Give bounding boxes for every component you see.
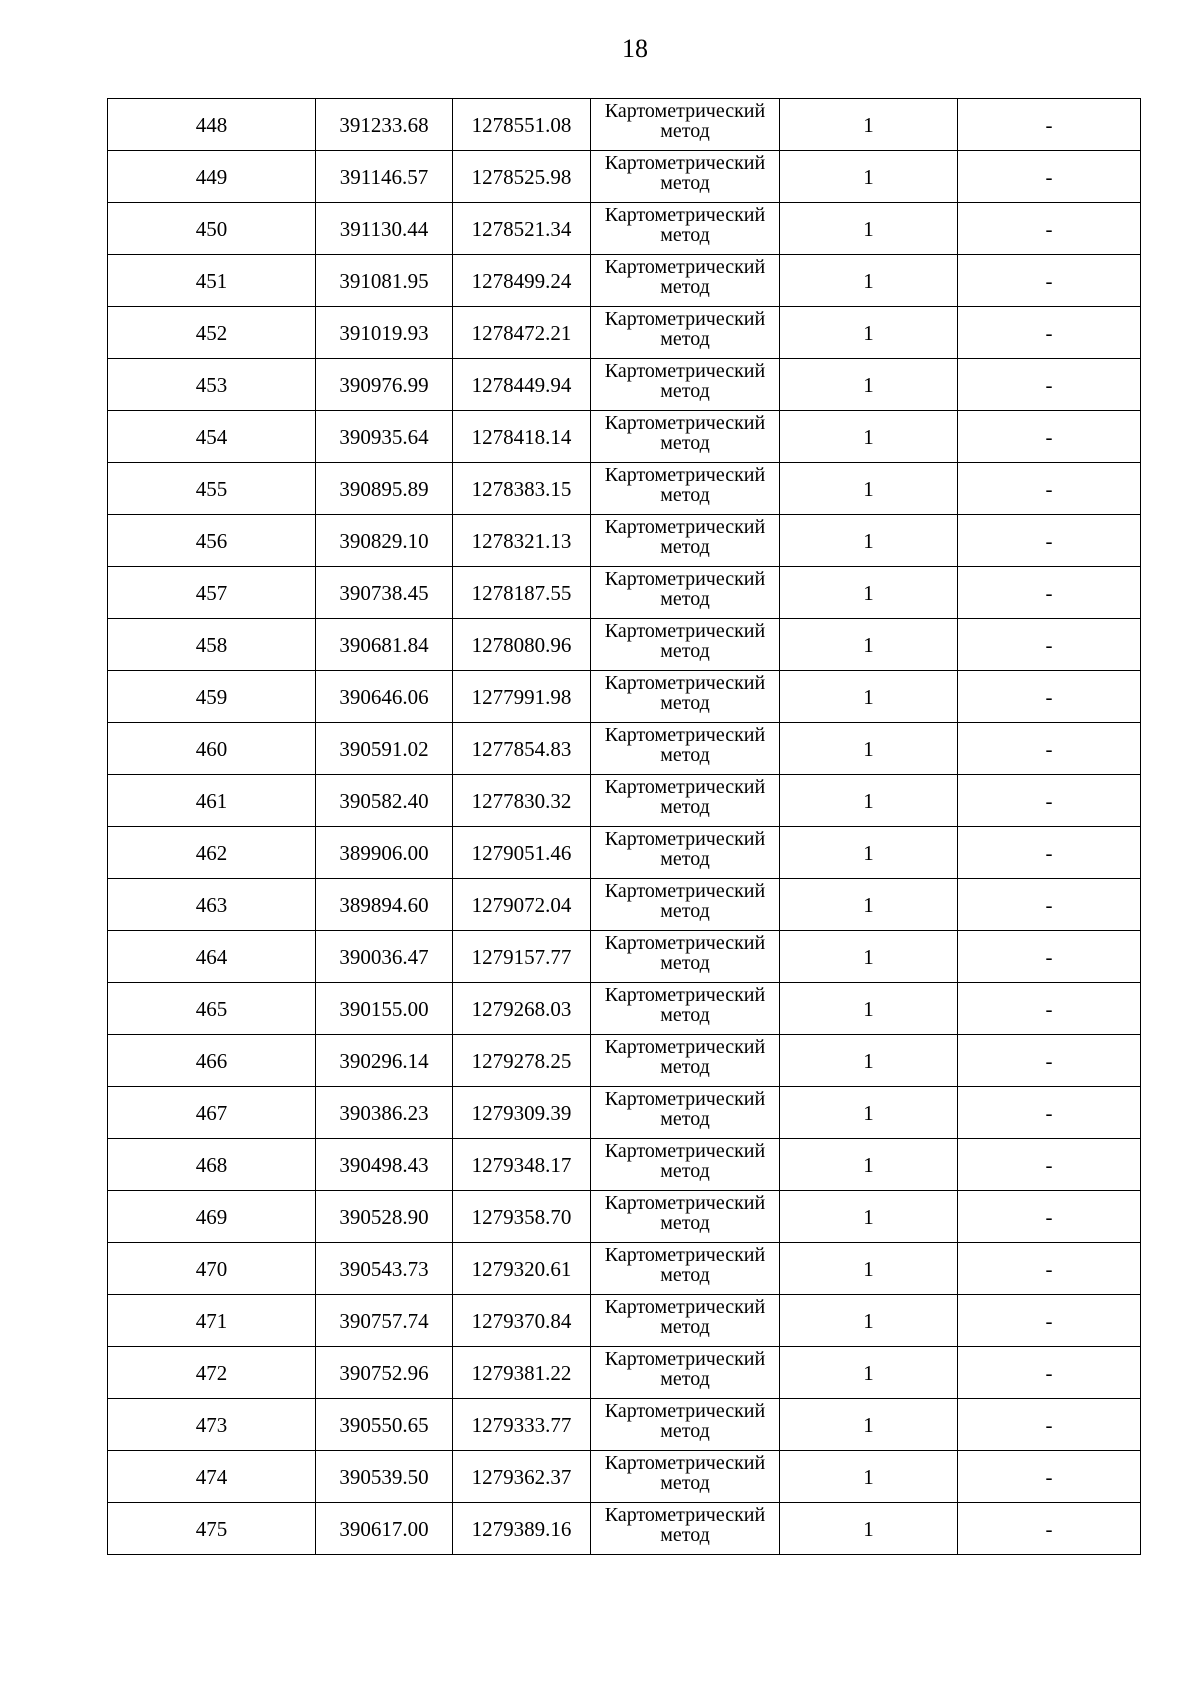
- point-number-cell: 451: [108, 255, 316, 307]
- x-coordinate-cell: 390036.47: [316, 931, 453, 983]
- table-row: [108, 1035, 1141, 1087]
- method-cell: [591, 151, 780, 203]
- y-coordinate-cell: 1278551.08: [453, 99, 591, 151]
- point-number-cell: 469: [108, 1191, 316, 1243]
- note-cell: -: [958, 151, 1141, 203]
- point-number-cell: 452: [108, 307, 316, 359]
- x-coordinate-cell: 389894.60: [316, 879, 453, 931]
- accuracy-cell: 1: [780, 879, 958, 931]
- accuracy-cell: 1: [780, 931, 958, 983]
- y-coordinate-cell: 1279320.61: [453, 1243, 591, 1295]
- method-text-line2: метод: [660, 536, 710, 558]
- x-coordinate-cell: 390543.73: [316, 1243, 453, 1295]
- method-cell: [591, 307, 780, 359]
- note-cell: -: [958, 99, 1141, 151]
- table-row: [108, 515, 1141, 567]
- method-cell: [591, 983, 780, 1035]
- coordinates-table: [107, 98, 1141, 1555]
- x-coordinate-cell: 390386.23: [316, 1087, 453, 1139]
- y-coordinate-cell: 1277991.98: [453, 671, 591, 723]
- note-cell: -: [958, 1035, 1141, 1087]
- y-coordinate-cell: 1277830.32: [453, 775, 591, 827]
- accuracy-cell: 1: [780, 1087, 958, 1139]
- method-text-line1: Картометрический: [604, 516, 766, 538]
- x-coordinate-cell: 390550.65: [316, 1399, 453, 1451]
- x-coordinate-cell: 390895.89: [316, 463, 453, 515]
- method-text-line2: метод: [660, 484, 710, 506]
- method-text-line2: метод: [660, 1108, 710, 1130]
- point-number-cell: 455: [108, 463, 316, 515]
- method-cell: [591, 567, 780, 619]
- note-cell: -: [958, 255, 1141, 307]
- method-text-line2: метод: [660, 380, 710, 402]
- note-cell: -: [958, 983, 1141, 1035]
- point-number-cell: 460: [108, 723, 316, 775]
- accuracy-cell: 1: [780, 255, 958, 307]
- x-coordinate-cell: 389906.00: [316, 827, 453, 879]
- point-number-cell: 448: [108, 99, 316, 151]
- y-coordinate-cell: 1279051.46: [453, 827, 591, 879]
- x-coordinate-cell: 391233.68: [316, 99, 453, 151]
- y-coordinate-cell: 1278187.55: [453, 567, 591, 619]
- note-cell: -: [958, 411, 1141, 463]
- method-cell: [591, 1191, 780, 1243]
- y-coordinate-cell: 1279309.39: [453, 1087, 591, 1139]
- y-coordinate-cell: 1278080.96: [453, 619, 591, 671]
- x-coordinate-cell: 391081.95: [316, 255, 453, 307]
- y-coordinate-cell: 1278383.15: [453, 463, 591, 515]
- method-text-line2: метод: [660, 1056, 710, 1078]
- note-cell: -: [958, 1139, 1141, 1191]
- y-coordinate-cell: 1278525.98: [453, 151, 591, 203]
- accuracy-cell: 1: [780, 775, 958, 827]
- method-text-line1: Картометрический: [604, 1504, 766, 1526]
- table-row: [108, 1139, 1141, 1191]
- point-number-cell: 465: [108, 983, 316, 1035]
- accuracy-cell: 1: [780, 151, 958, 203]
- method-text-line2: метод: [660, 276, 710, 298]
- table-row: [108, 463, 1141, 515]
- method-text-line2: метод: [660, 848, 710, 870]
- point-number-cell: 456: [108, 515, 316, 567]
- x-coordinate-cell: 390738.45: [316, 567, 453, 619]
- method-text-line1: Картометрический: [604, 464, 766, 486]
- note-cell: -: [958, 1087, 1141, 1139]
- x-coordinate-cell: 391130.44: [316, 203, 453, 255]
- note-cell: -: [958, 1191, 1141, 1243]
- method-cell: [591, 619, 780, 671]
- table-row: [108, 151, 1141, 203]
- y-coordinate-cell: 1279333.77: [453, 1399, 591, 1451]
- x-coordinate-cell: 390155.00: [316, 983, 453, 1035]
- note-cell: -: [958, 463, 1141, 515]
- method-cell: [591, 463, 780, 515]
- method-text-line1: Картометрический: [604, 1244, 766, 1266]
- method-text-line1: Картометрический: [604, 880, 766, 902]
- table-row: [108, 411, 1141, 463]
- method-text-line1: Картометрический: [604, 360, 766, 382]
- y-coordinate-cell: 1279358.70: [453, 1191, 591, 1243]
- y-coordinate-cell: 1279381.22: [453, 1347, 591, 1399]
- method-cell: [591, 1399, 780, 1451]
- note-cell: -: [958, 1347, 1141, 1399]
- method-text-line1: Картометрический: [604, 724, 766, 746]
- point-number-cell: 470: [108, 1243, 316, 1295]
- method-text-line2: метод: [660, 1368, 710, 1390]
- method-text-line2: метод: [660, 900, 710, 922]
- x-coordinate-cell: 390757.74: [316, 1295, 453, 1347]
- y-coordinate-cell: 1279278.25: [453, 1035, 591, 1087]
- x-coordinate-cell: 391019.93: [316, 307, 453, 359]
- x-coordinate-cell: 391146.57: [316, 151, 453, 203]
- method-text-line2: метод: [660, 224, 710, 246]
- method-text-line1: Картометрический: [604, 1400, 766, 1422]
- point-number-cell: 464: [108, 931, 316, 983]
- method-text-line2: метод: [660, 120, 710, 142]
- method-text-line2: метод: [660, 588, 710, 610]
- y-coordinate-cell: 1277854.83: [453, 723, 591, 775]
- accuracy-cell: 1: [780, 1243, 958, 1295]
- method-cell: [591, 1295, 780, 1347]
- note-cell: -: [958, 723, 1141, 775]
- x-coordinate-cell: 390591.02: [316, 723, 453, 775]
- method-cell: [591, 671, 780, 723]
- note-cell: -: [958, 515, 1141, 567]
- point-number-cell: 459: [108, 671, 316, 723]
- method-text-line2: метод: [660, 432, 710, 454]
- accuracy-cell: 1: [780, 99, 958, 151]
- accuracy-cell: 1: [780, 515, 958, 567]
- x-coordinate-cell: 390528.90: [316, 1191, 453, 1243]
- method-cell: [591, 1503, 780, 1555]
- x-coordinate-cell: 390582.40: [316, 775, 453, 827]
- method-text-line1: Картометрический: [604, 1348, 766, 1370]
- accuracy-cell: 1: [780, 723, 958, 775]
- y-coordinate-cell: 1278499.24: [453, 255, 591, 307]
- y-coordinate-cell: 1278418.14: [453, 411, 591, 463]
- point-number-cell: 457: [108, 567, 316, 619]
- y-coordinate-cell: 1279362.37: [453, 1451, 591, 1503]
- accuracy-cell: 1: [780, 1295, 958, 1347]
- page-number: 18: [622, 34, 648, 63]
- note-cell: -: [958, 1451, 1141, 1503]
- method-text-line2: метод: [660, 1524, 710, 1546]
- method-cell: [591, 1347, 780, 1399]
- table-row: [108, 1399, 1141, 1451]
- method-text-line2: метод: [660, 1004, 710, 1026]
- table-row: [108, 983, 1141, 1035]
- accuracy-cell: 1: [780, 1347, 958, 1399]
- x-coordinate-cell: 390829.10: [316, 515, 453, 567]
- y-coordinate-cell: 1278521.34: [453, 203, 591, 255]
- table-row: [108, 255, 1141, 307]
- point-number-cell: 449: [108, 151, 316, 203]
- method-cell: [591, 515, 780, 567]
- note-cell: -: [958, 671, 1141, 723]
- point-number-cell: 453: [108, 359, 316, 411]
- point-number-cell: 472: [108, 1347, 316, 1399]
- method-text-line1: Картометрический: [604, 828, 766, 850]
- method-text-line1: Картометрический: [604, 412, 766, 434]
- method-text-line2: метод: [660, 692, 710, 714]
- method-cell: [591, 203, 780, 255]
- method-cell: [591, 411, 780, 463]
- y-coordinate-cell: 1278449.94: [453, 359, 591, 411]
- table-row: [108, 307, 1141, 359]
- method-cell: [591, 931, 780, 983]
- note-cell: -: [958, 931, 1141, 983]
- method-text-line1: Картометрический: [604, 308, 766, 330]
- x-coordinate-cell: 390681.84: [316, 619, 453, 671]
- point-number-cell: 468: [108, 1139, 316, 1191]
- method-text-line1: Картометрический: [604, 776, 766, 798]
- method-text-line2: метод: [660, 1472, 710, 1494]
- method-cell: [591, 1451, 780, 1503]
- method-cell: [591, 99, 780, 151]
- method-text-line1: Картометрический: [604, 1036, 766, 1058]
- method-text-line1: Картометрический: [604, 1192, 766, 1214]
- note-cell: -: [958, 827, 1141, 879]
- point-number-cell: 475: [108, 1503, 316, 1555]
- table-row: [108, 775, 1141, 827]
- table-row: [108, 1451, 1141, 1503]
- method-cell: [591, 1035, 780, 1087]
- table-row: [108, 879, 1141, 931]
- note-cell: -: [958, 1295, 1141, 1347]
- table-row: [108, 931, 1141, 983]
- note-cell: -: [958, 1243, 1141, 1295]
- method-text-line2: метод: [660, 744, 710, 766]
- method-text-line1: Картометрический: [604, 568, 766, 590]
- table-row: [108, 827, 1141, 879]
- method-text-line1: Картометрический: [604, 932, 766, 954]
- accuracy-cell: 1: [780, 307, 958, 359]
- y-coordinate-cell: 1278472.21: [453, 307, 591, 359]
- note-cell: -: [958, 879, 1141, 931]
- table-row: [108, 723, 1141, 775]
- method-text-line2: метод: [660, 1160, 710, 1182]
- method-text-line2: метод: [660, 640, 710, 662]
- accuracy-cell: 1: [780, 203, 958, 255]
- method-text-line1: Картометрический: [604, 204, 766, 226]
- method-text-line2: метод: [660, 1420, 710, 1442]
- method-text-line2: метод: [660, 328, 710, 350]
- accuracy-cell: 1: [780, 983, 958, 1035]
- method-text-line1: Картометрический: [604, 152, 766, 174]
- note-cell: -: [958, 307, 1141, 359]
- accuracy-cell: 1: [780, 827, 958, 879]
- point-number-cell: 450: [108, 203, 316, 255]
- method-cell: [591, 723, 780, 775]
- method-cell: [591, 1087, 780, 1139]
- accuracy-cell: 1: [780, 1503, 958, 1555]
- note-cell: -: [958, 359, 1141, 411]
- x-coordinate-cell: 390296.14: [316, 1035, 453, 1087]
- point-number-cell: 467: [108, 1087, 316, 1139]
- table-body: [108, 99, 1141, 1555]
- note-cell: -: [958, 1503, 1141, 1555]
- table-row: [108, 1347, 1141, 1399]
- method-text-line1: Картометрический: [604, 1140, 766, 1162]
- method-text-line2: метод: [660, 952, 710, 974]
- point-number-cell: 474: [108, 1451, 316, 1503]
- x-coordinate-cell: 390646.06: [316, 671, 453, 723]
- y-coordinate-cell: 1279389.16: [453, 1503, 591, 1555]
- point-number-cell: 458: [108, 619, 316, 671]
- x-coordinate-cell: 390752.96: [316, 1347, 453, 1399]
- accuracy-cell: 1: [780, 1191, 958, 1243]
- method-cell: [591, 827, 780, 879]
- method-cell: [591, 359, 780, 411]
- accuracy-cell: 1: [780, 567, 958, 619]
- y-coordinate-cell: 1279348.17: [453, 1139, 591, 1191]
- x-coordinate-cell: 390498.43: [316, 1139, 453, 1191]
- point-number-cell: 466: [108, 1035, 316, 1087]
- table-row: [108, 567, 1141, 619]
- accuracy-cell: 1: [780, 463, 958, 515]
- accuracy-cell: 1: [780, 411, 958, 463]
- y-coordinate-cell: 1279370.84: [453, 1295, 591, 1347]
- x-coordinate-cell: 390935.64: [316, 411, 453, 463]
- point-number-cell: 473: [108, 1399, 316, 1451]
- note-cell: -: [958, 775, 1141, 827]
- note-cell: -: [958, 567, 1141, 619]
- point-number-cell: 454: [108, 411, 316, 463]
- point-number-cell: 463: [108, 879, 316, 931]
- table-row: [108, 619, 1141, 671]
- y-coordinate-cell: 1279157.77: [453, 931, 591, 983]
- accuracy-cell: 1: [780, 1451, 958, 1503]
- table-row: [108, 359, 1141, 411]
- accuracy-cell: 1: [780, 1139, 958, 1191]
- method-cell: [591, 1243, 780, 1295]
- table-row: [108, 1087, 1141, 1139]
- method-cell: [591, 1139, 780, 1191]
- method-text-line1: Картометрический: [604, 1452, 766, 1474]
- table-row: [108, 1503, 1141, 1555]
- x-coordinate-cell: 390617.00: [316, 1503, 453, 1555]
- point-number-cell: 471: [108, 1295, 316, 1347]
- method-text-line1: Картометрический: [604, 620, 766, 642]
- point-number-cell: 461: [108, 775, 316, 827]
- table-row: [108, 99, 1141, 151]
- y-coordinate-cell: 1278321.13: [453, 515, 591, 567]
- y-coordinate-cell: 1279268.03: [453, 983, 591, 1035]
- accuracy-cell: 1: [780, 671, 958, 723]
- x-coordinate-cell: 390976.99: [316, 359, 453, 411]
- note-cell: -: [958, 203, 1141, 255]
- table-row: [108, 1243, 1141, 1295]
- table-row: [108, 203, 1141, 255]
- table-row: [108, 1295, 1141, 1347]
- table-row: [108, 1191, 1141, 1243]
- method-cell: [591, 775, 780, 827]
- method-text-line2: метод: [660, 1316, 710, 1338]
- note-cell: -: [958, 1399, 1141, 1451]
- accuracy-cell: 1: [780, 1399, 958, 1451]
- method-text-line1: Картометрический: [604, 672, 766, 694]
- method-text-line1: Картометрический: [604, 100, 766, 122]
- method-text-line1: Картометрический: [604, 1088, 766, 1110]
- method-text-line2: метод: [660, 1212, 710, 1234]
- method-text-line2: метод: [660, 796, 710, 818]
- method-text-line2: метод: [660, 172, 710, 194]
- accuracy-cell: 1: [780, 619, 958, 671]
- method-cell: [591, 879, 780, 931]
- method-cell: [591, 255, 780, 307]
- point-number-cell: 462: [108, 827, 316, 879]
- method-text-line1: Картометрический: [604, 256, 766, 278]
- table-row: [108, 671, 1141, 723]
- accuracy-cell: 1: [780, 359, 958, 411]
- accuracy-cell: 1: [780, 1035, 958, 1087]
- note-cell: -: [958, 619, 1141, 671]
- method-text-line2: метод: [660, 1264, 710, 1286]
- x-coordinate-cell: 390539.50: [316, 1451, 453, 1503]
- y-coordinate-cell: 1279072.04: [453, 879, 591, 931]
- method-text-line1: Картометрический: [604, 984, 766, 1006]
- method-text-line1: Картометрический: [604, 1296, 766, 1318]
